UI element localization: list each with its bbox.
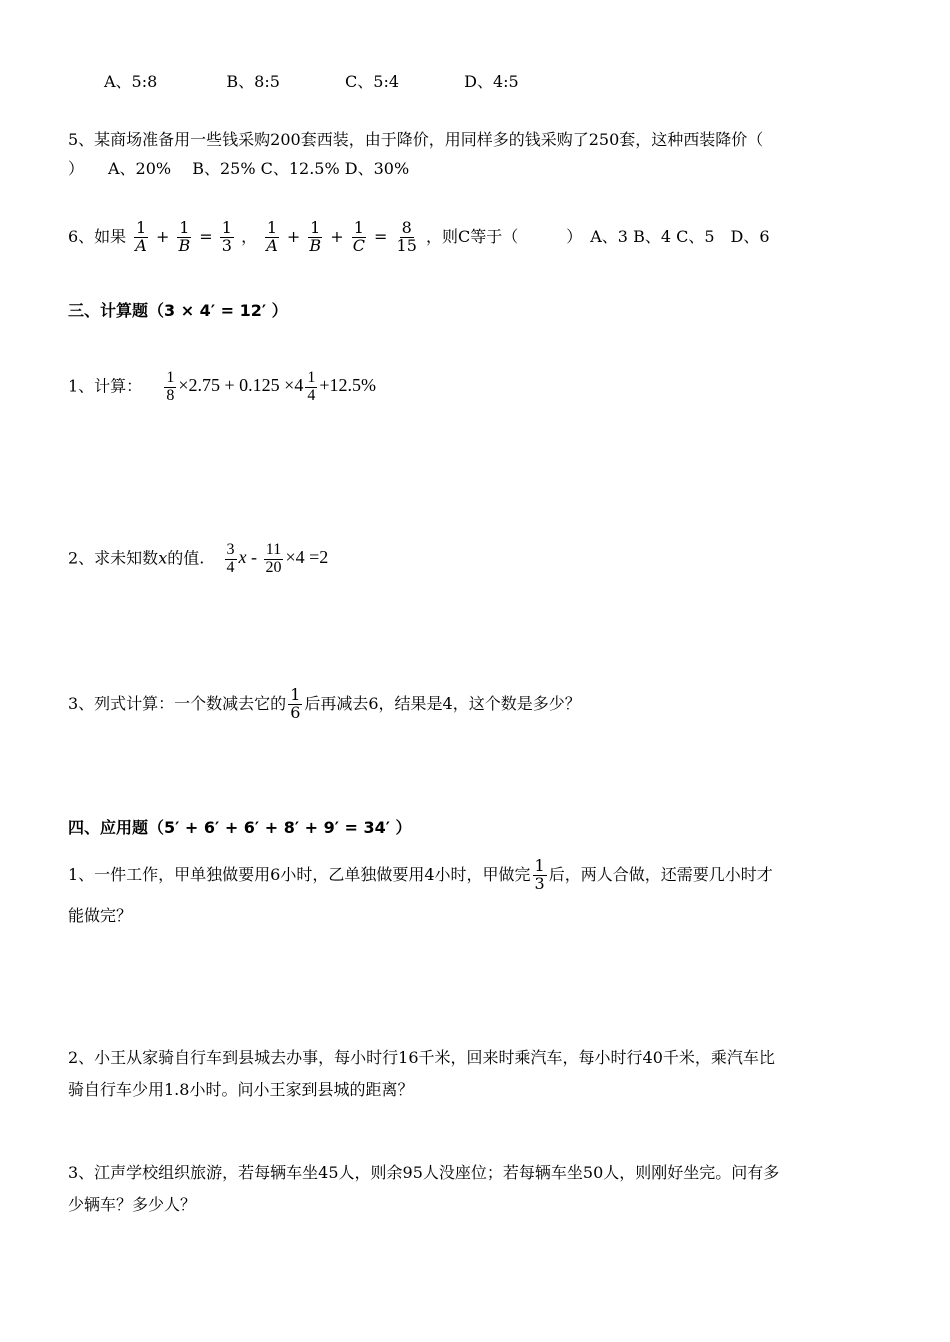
fraction-8-15: $\frac{8}{15}$ — [396, 218, 417, 255]
q4-option-b: B、8:5 — [226, 72, 280, 91]
app-2-line2: 骑自行车少用1.8小时。问小王家到县城的距离？ — [68, 1080, 414, 1099]
fraction-1-8: $\frac{1}{8}$ — [166, 369, 175, 404]
app-1-line2: 能做完？ — [68, 906, 133, 925]
app-3-line1: 3、江声学校组织旅游，若每辆车坐45人，则余95人没座位；若每辆车坐50人，则刚好坐完。问有多 — [68, 1163, 780, 1182]
fraction-1-6: $\frac{1}{6}$ — [290, 685, 301, 722]
calc-1: 1、计算： $\frac{1}{8}$ ×2.75 + 0.125 ×4 $\frac{1}{4}$ +12.5% — [68, 369, 376, 404]
app-2-line1: 2、小王从家骑自行车到县城去办事，每小时行16千米，回来时乘汽车，每小时行40千米，乘汽车比 — [68, 1048, 775, 1067]
app-1-line1: 1、一件工作，甲单独做要用6小时，乙单独做要用4小时，甲做完 $\frac{1}{3}$ 后，两人合做，还需要几小时才 — [68, 856, 773, 893]
fraction-1-a-2: $\frac{1}{A}$ — [266, 218, 278, 255]
fraction-1-4: $\frac{1}{4}$ — [307, 369, 316, 404]
fraction-3-4: $\frac{3}{4}$ — [226, 541, 235, 576]
q6: 6、如果 $\frac{1}{A}$ + $\frac{1}{B}$ = $\frac{1}{3}$ ， $\frac{1}{A}$ + $\frac{1}{B}$ + $\frac{1}{C}$ = $\frac{8}{15}$ ，则C等于（ ） A、3 B、4 C、5 D、6 — [68, 218, 770, 255]
fraction-1-3: $\frac{1}{3}$ — [221, 218, 232, 255]
q4-options — [104, 70, 519, 94]
q5-line1: 5、某商场准备用一些钱采购200套西装，由于降价，用同样多的钱采购了250套，这种西装降价（ — [68, 130, 764, 149]
q4-option-d: D、4:5 — [464, 72, 519, 91]
fraction-1-a: $\frac{1}{A}$ — [135, 218, 147, 255]
fraction-1-b: $\frac{1}{B}$ — [178, 218, 191, 255]
fraction-1-3-b: $\frac{1}{3}$ — [534, 856, 545, 893]
q6-suffix: ，则C等于（ ） A、3 B、4 C、5 D、6 — [426, 226, 770, 246]
calc-2: 2、求未知数x的值. $\frac{3}{4}$ x - $\frac{11}{20}$ ×4 =2 — [68, 541, 329, 576]
q5-line2: ） A、20% B、25% C、12.5% D、30% — [68, 159, 410, 178]
q4-option-c: C、5:4 — [345, 72, 400, 91]
section4-title: 四、应用题（5′ + 6′ + 6′ + 8′ + 9′ = 34′ ） — [68, 818, 412, 837]
app-3-line2: 少辆车？多少人？ — [68, 1195, 197, 1214]
calc-3: 3、列式计算：一个数减去它的 $\frac{1}{6}$ 后再减去6，结果是4，这个数是多少？ — [68, 685, 581, 722]
fraction-11-20: $\frac{11}{20}$ — [265, 541, 282, 576]
calc-1-label: 1、计算： — [68, 376, 143, 396]
q4-option-a: A、5:8 — [104, 72, 158, 91]
fraction-1-c: $\frac{1}{C}$ — [352, 218, 365, 255]
section3-title: 三、计算题（3 × 4′ = 12′ ） — [68, 301, 288, 320]
fraction-1-b-2: $\frac{1}{B}$ — [309, 218, 322, 255]
q6-prefix: 6、如果 — [68, 226, 127, 246]
